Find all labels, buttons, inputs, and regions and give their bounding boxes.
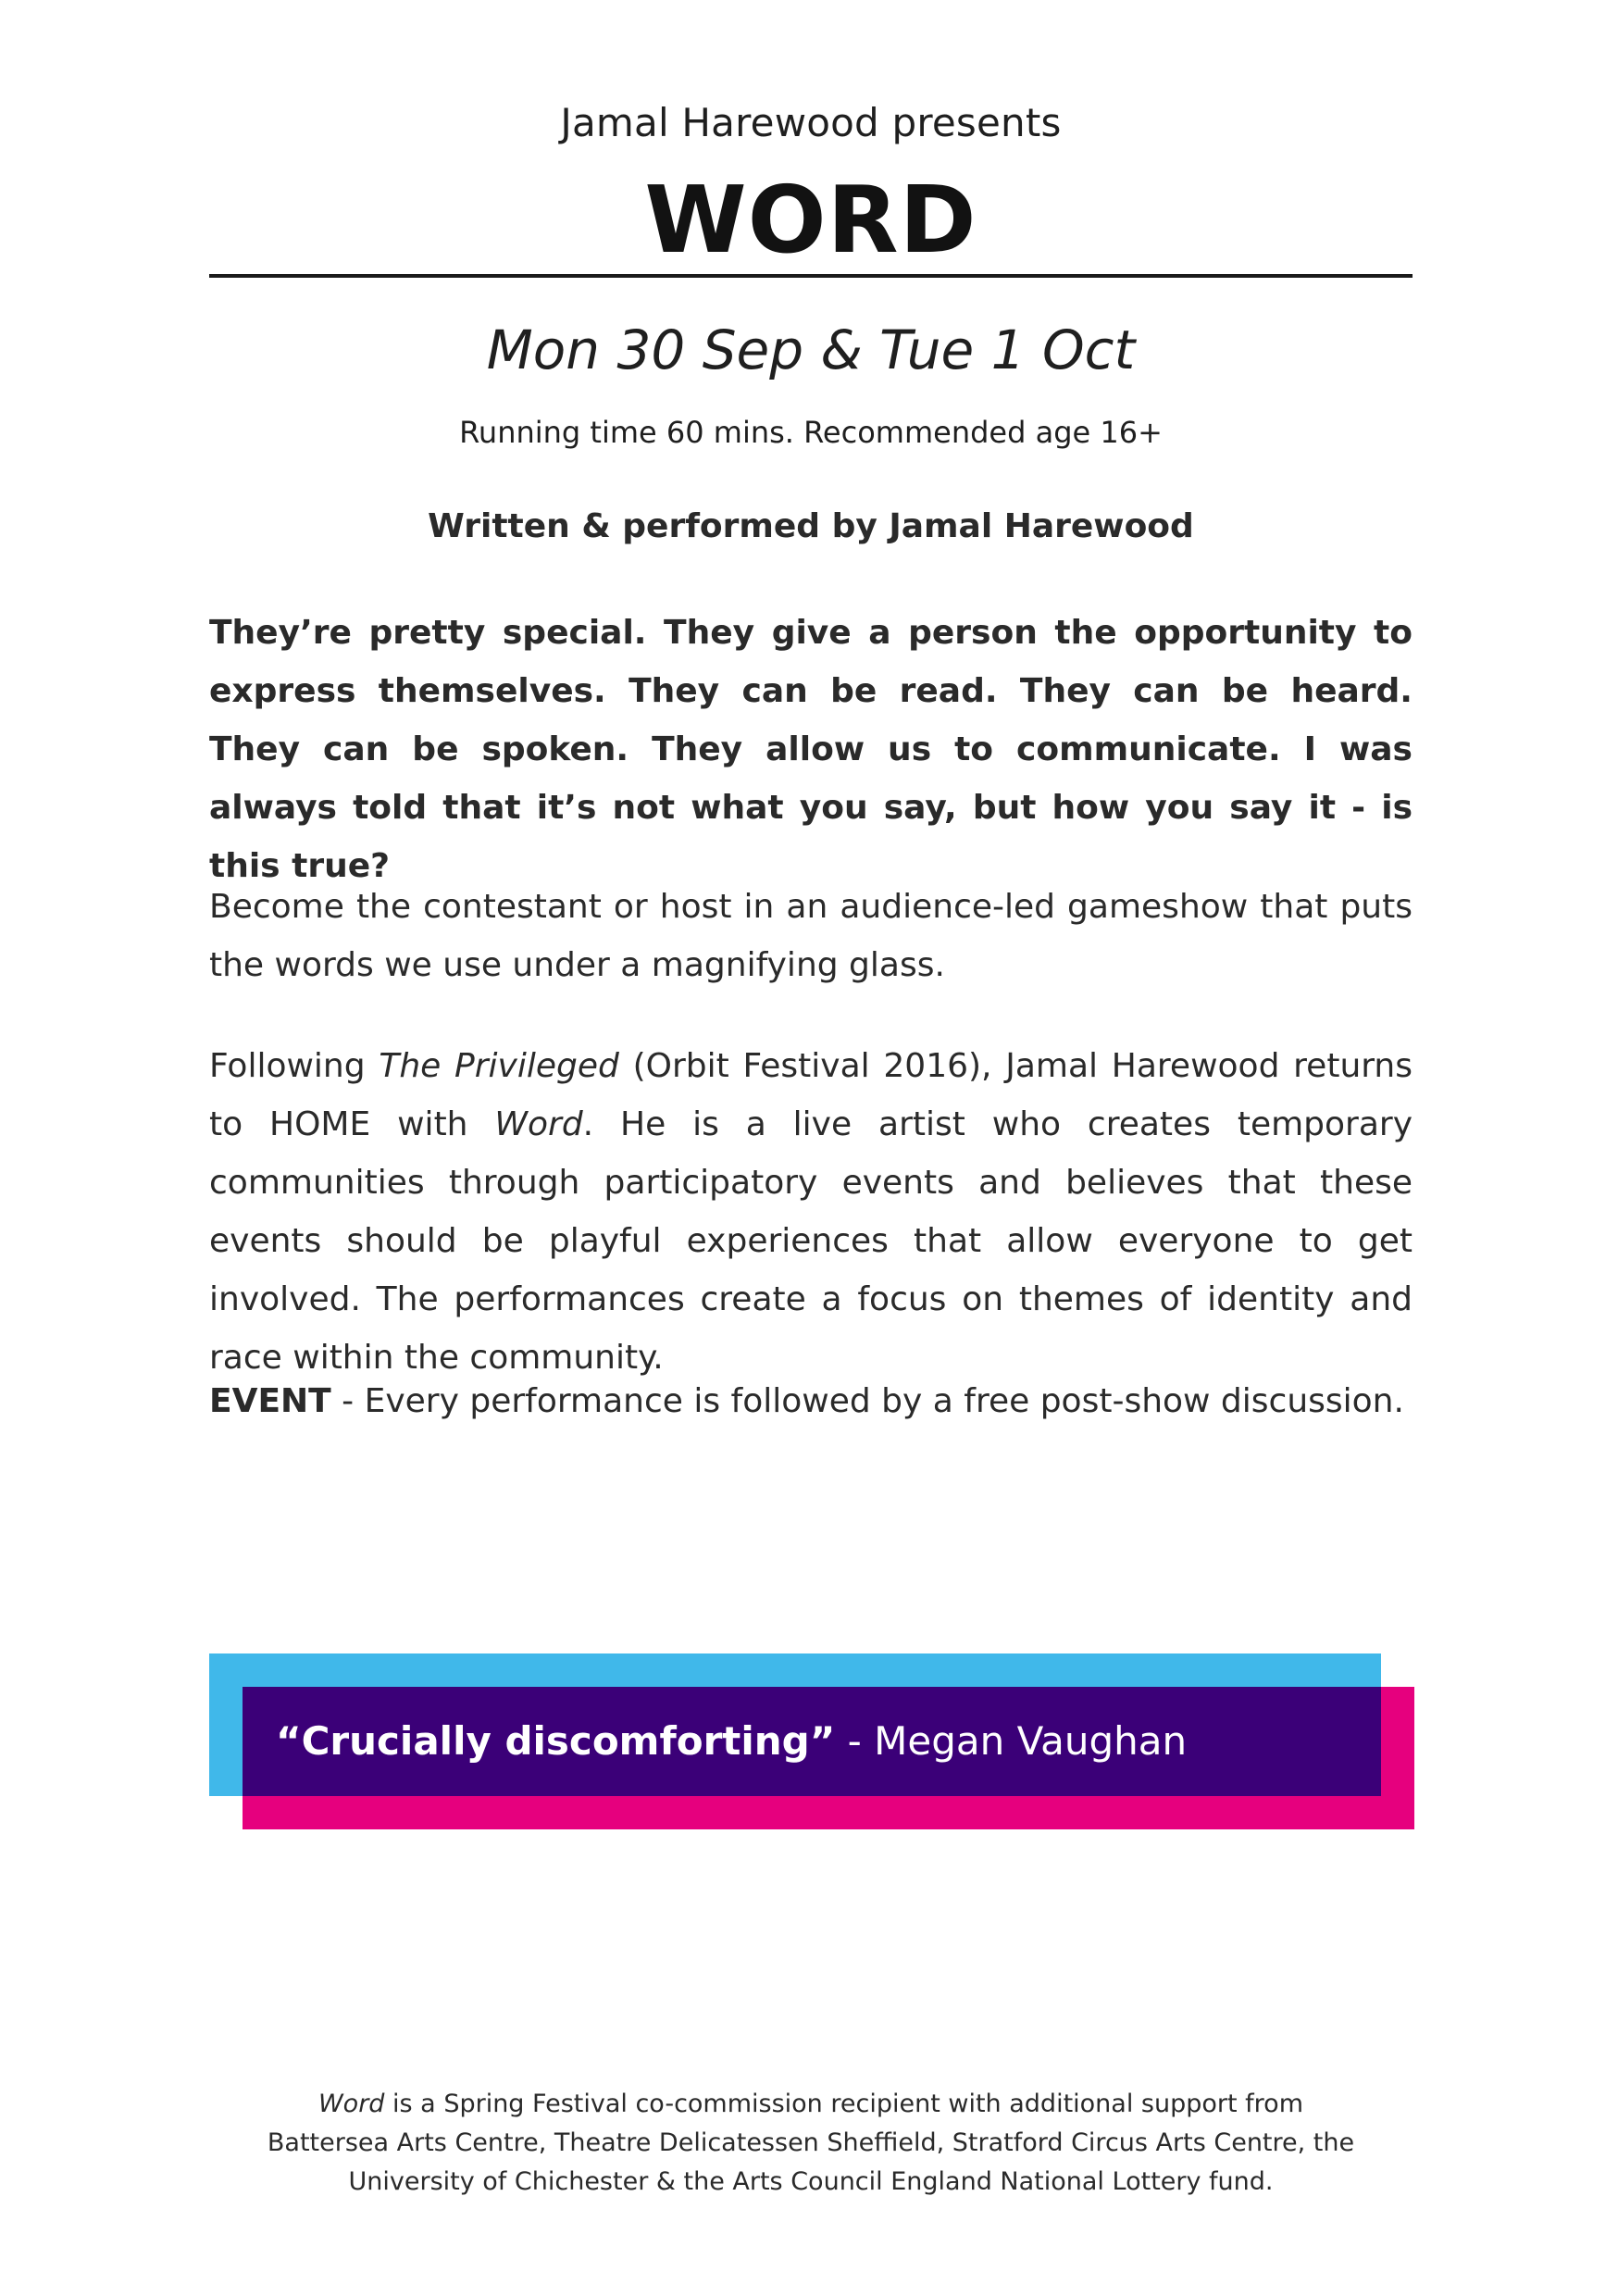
artist-bio-paragraph: [209, 1037, 1413, 1387]
event-label: EVENT: [209, 1382, 331, 1420]
show-title: WORD: [644, 166, 977, 274]
bio-prefix: Following: [209, 1047, 380, 1085]
title-divider: [209, 274, 1413, 278]
review-quote: [276, 1687, 1187, 1796]
quote-attribution: - Megan Vaughan: [835, 1718, 1188, 1764]
performance-dates: Mon 30 Sep & Tue 1 Oct: [486, 318, 1136, 381]
footer-credits: [265, 2085, 1357, 2202]
running-info: Running time 60 mins. Recommended age 16+: [459, 415, 1163, 450]
quote-text: “Crucially discomforting”: [276, 1718, 836, 1764]
bio-middle: (Orbit Festival 2016), Jamal Harewood returns to HOME with: [209, 1047, 1413, 1143]
event-text: - Every performance is followed by a free post-show discussion.: [330, 1382, 1404, 1420]
presenter-line: Jamal Harewood presents: [560, 100, 1062, 145]
intro-paragraph: They’re pretty special. They give a person the opportunity to express themselves. They can be read. They can be heard. They can be spoken. They allow us to communicate. I was always told that it’s not what you say, but how you say it - is this true?: [209, 614, 1413, 885]
event-note: [209, 1372, 1413, 1430]
credit-line: Written & performed by Jamal Harewood: [428, 507, 1194, 545]
footer-text: is a Spring Festival co-commission recipient with additional support from Battersea Arts Centre, Theatre Delicatessen Sheffield, Stratford Circus Arts Centre, the University of Chichester & the Arts Council England National Lottery fund.: [267, 2090, 1355, 2196]
description-paragraph: Become the contestant or host in an audience-led gameshow that puts the words we use under a magnifying glass.: [209, 888, 1413, 984]
footer-word-title: Word: [317, 2090, 385, 2118]
review-quote-banner: [209, 1653, 1413, 1829]
bio-suffix: . He is a live artist who creates temporary communities through participatory events and believes that these events should be playful experiences that allow everyone to get involved. The performances create a focus on themes of identity and race within the community.: [209, 1105, 1413, 1377]
bio-word-title: Word: [494, 1105, 583, 1143]
bio-show-title: The Privileged: [379, 1047, 619, 1085]
